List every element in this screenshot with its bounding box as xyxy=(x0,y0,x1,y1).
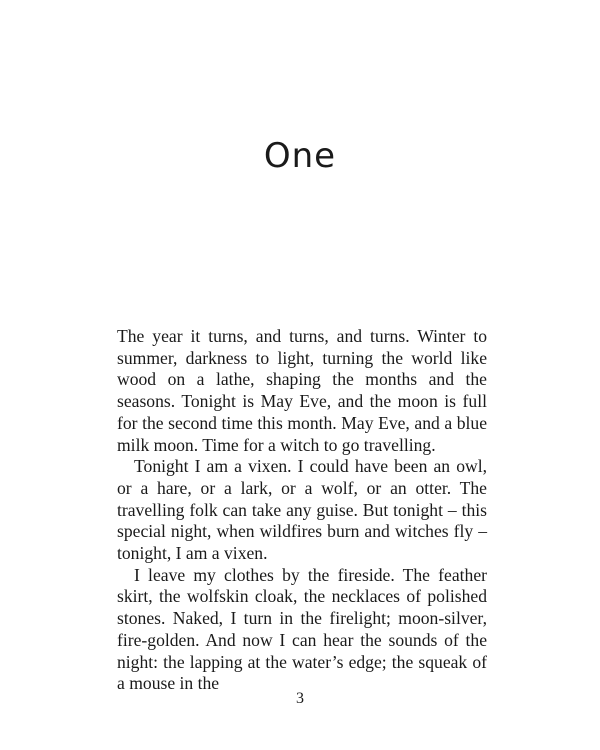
chapter-title: One xyxy=(263,136,337,176)
page-number: 3 xyxy=(296,690,304,707)
chapter-body xyxy=(117,326,487,695)
paragraph-1: The year it turns, and turns, and turns. Winter to summer, darkness to light, turning the world like wood on a lathe, shaping the months and the seasons. Tonight is May Eve, and the moon is full for the second time this month. May Eve, and a blue milk moon. Time for a witch to go travelling. xyxy=(117,326,487,455)
paragraph-2: Tonight I am a vixen. I could have been an owl, or a hare, or a lark, or a wolf, or an otter. The travelling folk can take any guise. But tonight – this special night, when wildfires burn and witches fly – tonight, I am a vixen. xyxy=(117,456,487,564)
paragraph-3: I leave my clothes by the fireside. The feather skirt, the wolfskin cloak, the necklaces of polished stones. Naked, I turn in the firelight; moon-silver, fire-golden. And now I can hear the sounds of the night: the lapping at the water’s edge; the squeak of a mouse in the xyxy=(117,564,487,694)
